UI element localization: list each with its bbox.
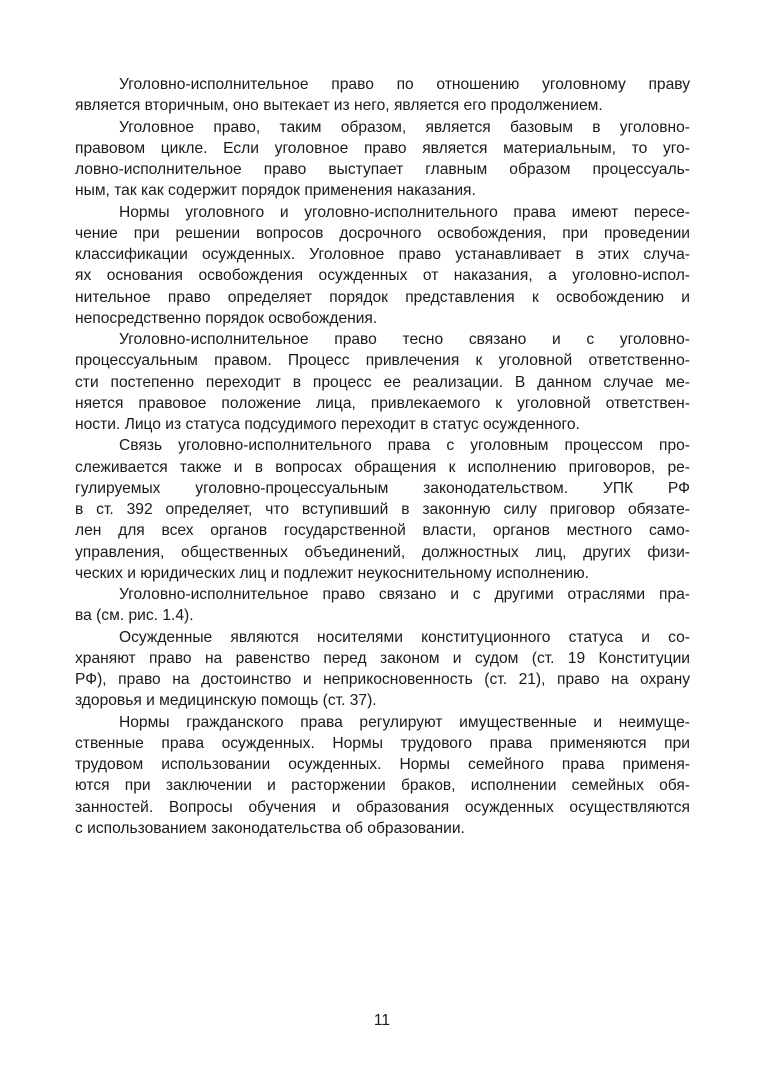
paragraph	[75, 435, 690, 584]
text-line: ным, так как содержит порядок применения наказания.	[75, 182, 476, 200]
text-line: является вторичным, оно вытекает из него, является его продолжением.	[75, 97, 603, 115]
text-line: лен для всех органов государственной власти, органов местного само-	[75, 522, 690, 540]
text-line: трудовом использовании осужденных. Нормы семейного права применя-	[75, 756, 690, 773]
text-line: РФ), право на достоинство и неприкосновенность (ст. 21), право на охрану	[75, 671, 690, 688]
text-line: Уголовно-исполнительное право связано и с другими отраслями пра-	[119, 586, 690, 603]
text-line: Уголовно-исполнительное право тесно связано и с уголовно-	[119, 331, 690, 348]
text-line: Связь уголовно-исполнительного права с уголовным процессом про-	[119, 437, 690, 455]
paragraph	[75, 627, 690, 712]
paragraph	[75, 329, 690, 435]
text-line: Нормы уголовного и уголовно-исполнительного права имеют пересе-	[119, 203, 690, 221]
text-line: ческих и юридических лиц и подлежит неукоснительному исполнению.	[75, 564, 590, 582]
text-line: ловно-исполнительное право выступает главным образом процессуаль-	[75, 161, 690, 178]
paragraph	[75, 712, 690, 840]
paragraph	[75, 117, 690, 202]
text-line: в ст. 392 определяет, что вступивший в законную силу приговор обязате-	[75, 501, 690, 518]
text-line: чение при решении вопросов досрочного освобождения, при проведении	[75, 224, 690, 242]
text-line: гулируемых уголовно-процессуальным законодательством. УПК РФ	[75, 479, 690, 497]
text-line: слеживается также и в вопросах обращения к исполнению приговоров, ре-	[75, 458, 690, 476]
text-line: занностей. Вопросы обучения и образования осужденных осуществляются	[75, 798, 690, 816]
document-body	[75, 74, 690, 839]
text-line: нительное право определяет порядок представления к освобождению и	[75, 288, 690, 306]
text-line: правовом цикле. Если уголовное право является материальным, то уго-	[75, 139, 690, 157]
text-line: ются при заключении и расторжении браков, исполнении семейных обя-	[75, 777, 690, 795]
text-line: управления, общественных объединений, должностных лиц, других физи-	[75, 543, 690, 561]
text-line: ва (см. рис. 1.4).	[75, 607, 194, 625]
text-line: ности. Лицо из статуса подсудимого переходит в статус осужденного.	[75, 416, 580, 433]
text-line: классификации осужденных. Уголовное право устанавливает в этих случа-	[75, 246, 690, 263]
text-line: с использованием законодательства об образовании.	[75, 819, 465, 837]
text-line: Осужденные являются носителями конституционного статуса и со-	[119, 628, 690, 646]
text-line: процессуальным правом. Процесс привлечения к уголовной ответственно-	[75, 352, 690, 370]
text-line: няется правовое положение лица, привлекаемого к уголовной ответствен-	[75, 394, 690, 412]
text-line: Уголовное право, таким образом, является базовым в уголовно-	[119, 118, 690, 136]
text-line: ственные права осужденных. Нормы трудового права применяются при	[75, 734, 690, 752]
text-line: непосредственно порядок освобождения.	[75, 309, 378, 327]
text-line: ях основания освобождения осужденных от наказания, а уголовно-испол-	[75, 267, 690, 285]
text-line: храняют право на равенство перед законом и судом (ст. 19 Конституции	[75, 649, 690, 667]
text-line: здоровья и медицинскую помощь (ст. 37).	[75, 692, 377, 710]
paragraph	[75, 74, 690, 117]
paragraph	[75, 584, 690, 627]
text-line: сти постепенно переходит в процесс ее реализации. В данном случае ме-	[75, 373, 690, 391]
page-number: 11	[373, 1012, 391, 1029]
paragraph	[75, 202, 690, 330]
text-line: Нормы гражданского права регулируют имущественные и неимуще-	[119, 713, 690, 731]
text-line: Уголовно-исполнительное право по отношению уголовному праву	[119, 76, 690, 93]
